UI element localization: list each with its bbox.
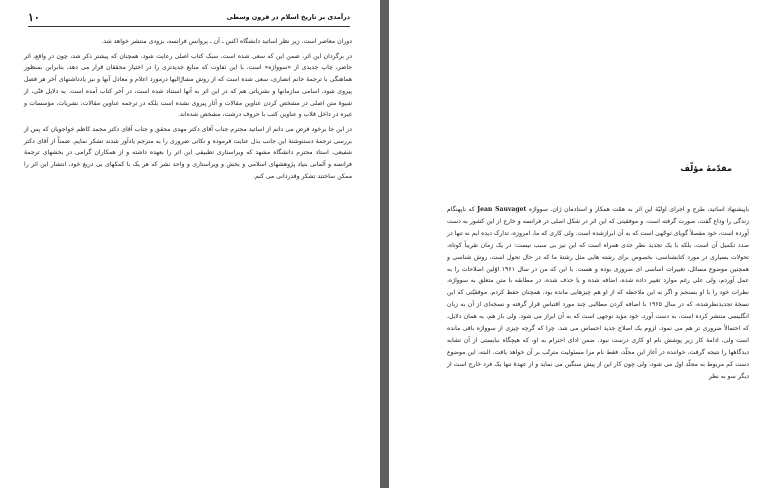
section-title: مقدّمهٔ مؤلّف	[680, 163, 732, 173]
page-gutter	[380, 0, 389, 488]
right-page-body	[447, 204, 749, 383]
paragraph-text: باپیشنهاد اساتید، طرح و اجرای اولیّهٔ این اثر به همّت همکار و استادمان ژان. سوواژه	[528, 206, 750, 213]
page-number: ۱۰	[28, 11, 40, 24]
left-page	[0, 0, 380, 488]
paragraph-text: که ناپهنگام زندگی را وداع گفت، صورت گرفته است. و موفقیتی که این اثر در شکل اصلی در فرانسه و خارج از این کشور به دست آورده است، خود مفصلاً گویای توجّهی است که به آن ابرازشده است. ولی کاری که ما، امروزه، تدارک دیده ایم نه تنها در صدد تکمیل آن است، بلکه با یک تجدید نظر جدی همراه است که این نیز بی سبب نیست: در یک زمان تقریباً کوتاه، تحولات بسیاری در مورد کتابشناسی، بخصوص برای رشته هایی مثل رشتهٔ ما که در حال تحول است، روش شناسی و همچنین موضوع مسائل، تغییرات اساسی ای ضروری بوده و هست. با این که من در سال ۱۹۶۱ اوّلین اصلاحات را به عمل آوردم، ولی علی رغم موارد تغییر داده شده، اضافه شده و یا حذف شده، در مطابقه با متن متعلق به سوواژه، نظرات خود را با او بسنجم و اگر به این ملاحظه که از او هم چیزهایی مانده بود، همچنان حفظ کردم. موفقیّتی که این نسخهٔ تجدیدنظرشده، که در سال ۱۹۶۵ با اضافه کردن مطالبی چند مورد اقتباس قرار گرفته و نسخه‌ای از آن به زبان انگلیسی منتشر کرده است، به دست آورد، خود مؤید توجهی است که به آن ابراز می شود. ولی باز هم، به همان دلایل، که احتمالاً ضروری تر هم می نمود، لزوم یک اصلاح جدید احساس می شد. چرا که گرچه چیزی از سوواژه باقی مانده است ولی، ادامهٔ کار زیر پوشش نام او کاری درست نبود. ضمن ادای احترام به او، که هیچگاه نبایستی از آن تشابه دیدگاهها را نتیجه گرفت، خواننده در آغاز این مجلّد، فقط نام مرا مسئولیت مترتّب بر آن خواهد یافت. البته، این موضوع دست کم مربوط به مجلّد اول می شود، ولی چون کار این از پیش سنگین می نماید و از عهدهٔ تنها یک فرد خارج است از دیگر سو به نظر	[447, 206, 749, 380]
latin-author-name: Jean Sauvaget	[477, 206, 527, 213]
running-head: درآمدی بر تاریخ اسلام در قرون وسطی	[226, 13, 350, 21]
paragraph: در این جا برخود فرض می دانم از اساتید محترم جناب آقای دکتر مهدی محقق و جناب آقای دکتر محمد کاظم خواجویان که پس از بررسی ترجمهٔ دستنوشتهٔ این جانب بذل عنایت فرموده و نکاتی ضروری را به مترجم یادآور شدند تشکر نمایم. ضمناً از آقای دکتر شفیعی، استاد محترم دانشگاه مشهد که ویراستاری تطبیقی این اثر را بعهده داشته و از همکاران گرامی در بخشهای ترجمهٔ فرانسه و آلمانی بنیاد پژوهشهای اسلامی و بخش و ویراستاری و واحد نشر که هر یک با کمکهای بی دریغ خود، انتشار این اثر را ممکن ساختند تشکر وقدردانی می کنم.	[24, 125, 352, 180]
right-page	[389, 0, 768, 488]
paragraph: در برگردان این اثر، ضمن این که سعی شده است، سبک کتاب اصلی رعایت شود، همچنان که پیشتر ذکر شد، چون در واقع، اثر حاضر، چاپ جدیدی از «سوواژه» است، با این تفاوت که منابع جدیدتری را در اختیار محققان قرار می دهد، بنابراین بمنظور هماهنگی با ترجمهٔ خانم انصاری، سعی شده است که از روش مشارٌالیها درمورد اعلام و معادل آنها و نیز یادداشتهای آخر هر فصل پیروی شود. اسامی سازمانها و نشریاتی هم که در این اثر به آنها استناد شده است، در آخر کتاب آمده است. به دلایل فنّی، از شیوهٔ متن اصلی در مشخص کردن عناوین مقالات و آثار پیروی نشده است بلکه در ترجمه عناوین مقالات، نشریات، مؤسسات و غیره در داخل قلاب و عناوین کتب با حروف درشت، مشخص شده‌اند.	[24, 52, 352, 119]
page-header	[28, 12, 350, 27]
paragraph: دوران معاصر است، زیر نظر اساتید دانشگاه اکس ـ آن ـ پروانس فرانسه، بزودی منتشر خواهد شد.	[101, 38, 352, 45]
paragraph	[447, 204, 749, 383]
left-page-body	[24, 36, 352, 182]
